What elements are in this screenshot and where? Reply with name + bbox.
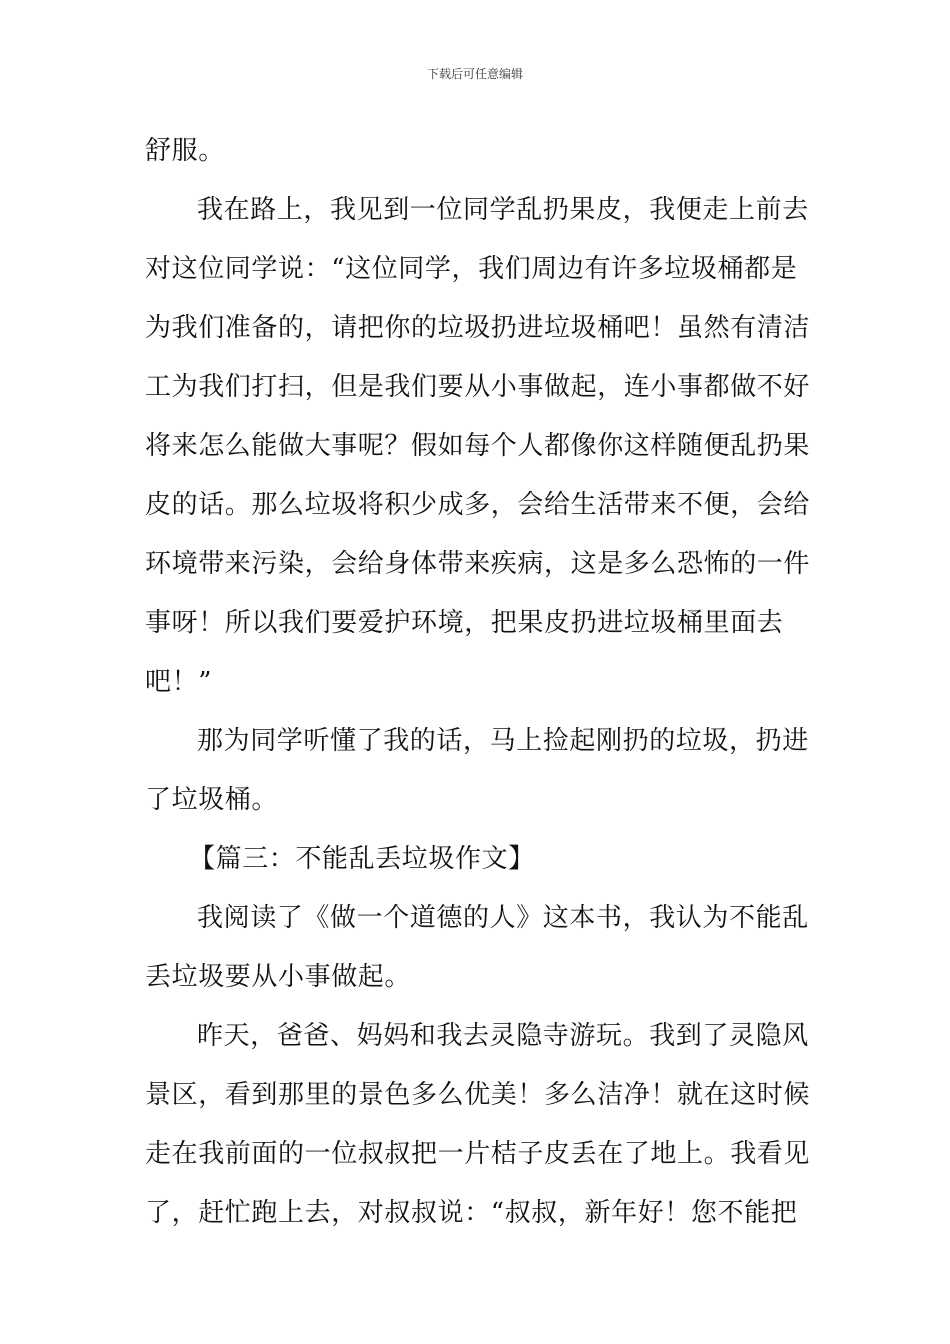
text-line: 走在我前面的一位叔叔把一片桔子皮丢在了地上。我看见	[145, 1139, 811, 1169]
text-line: 了垃圾桶。	[145, 785, 279, 815]
page-header: 下载后可任意编辑	[426, 67, 523, 81]
text-line: 那为同学听懂了我的话，马上捡起刚扔的垃圾，扔进	[197, 726, 809, 756]
text-line: 景区，看到那里的景色多么优美！多么洁净！就在这时候	[145, 1080, 811, 1110]
document-body	[145, 122, 811, 1243]
text-line: 环境带来污染，会给身体带来疾病，这是多么恐怖的一件	[145, 549, 811, 579]
text-line: 工为我们打扫，但是我们要从小事做起，连小事都做不好	[145, 372, 811, 402]
text-line: 对这位同学说：“这位同学，我们周边有许多垃圾桶都是	[145, 254, 798, 284]
section-heading: 【篇三：不能乱丢垃圾作文】	[189, 844, 535, 874]
text-line: 皮的话。那么垃圾将积少成多，会给生活带来不便，会给	[145, 490, 811, 520]
text-line: 为我们准备的，请把你的垃圾扔进垃圾桶吧！虽然有清洁	[145, 313, 811, 343]
text-line: 将来怎么能做大事呢？假如每个人都像你这样随便乱扔果	[145, 431, 811, 461]
text-line: 舒服。	[145, 136, 225, 166]
text-line: 吧！”	[145, 667, 213, 697]
text-line: 了，赶忙跑上去，对叔叔说：“叔叔，新年好！您不能把	[145, 1198, 798, 1228]
text-line: 我阅读了《做一个道德的人》这本书，我认为不能乱	[197, 903, 809, 933]
text-line: 昨天，爸爸、妈妈和我去灵隐寺游玩。我到了灵隐风	[197, 1021, 809, 1051]
text-line: 事呀！所以我们要爱护环境，把果皮扔进垃圾桶里面去	[145, 608, 784, 638]
text-line: 丢垃圾要从小事做起。	[145, 962, 412, 992]
text-line: 我在路上，我见到一位同学乱扔果皮，我便走上前去	[197, 195, 809, 225]
